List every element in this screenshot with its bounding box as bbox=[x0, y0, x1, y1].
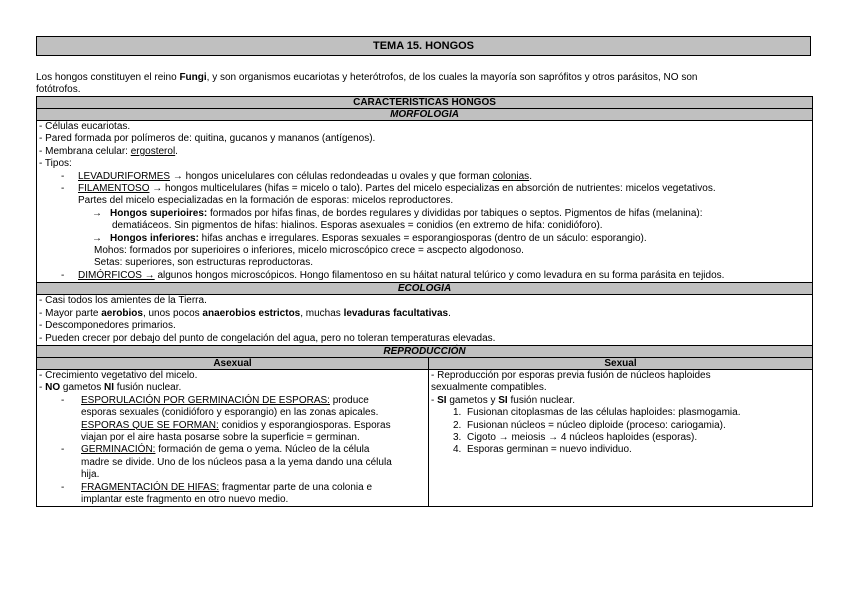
text-span: - Mayor parte bbox=[39, 307, 102, 319]
term: Hongos inferiores: bbox=[110, 232, 199, 244]
text-span: - bbox=[39, 382, 46, 394]
morfologia-content bbox=[37, 121, 813, 283]
step-number: 3. bbox=[453, 431, 462, 443]
step-text: Fusionan citoplasmas de las células haploides: plasmogamia. bbox=[467, 407, 741, 419]
text-span: formación de gema o yema. Núcleo de la célula bbox=[155, 444, 370, 456]
intro-paragraph bbox=[36, 72, 812, 97]
term: levaduras facultativas bbox=[343, 307, 449, 319]
term: FILAMENTOSO bbox=[78, 183, 150, 195]
text-span: . bbox=[529, 170, 532, 182]
type-filamentoso bbox=[39, 183, 810, 195]
ecologia-line: - Descomponedores primarios. bbox=[39, 320, 176, 332]
term: Hongos superioires: bbox=[110, 207, 208, 219]
morfologia-line: - Pared formada por polímeros de: quitina, gucanos y mananos (antígenos). bbox=[39, 133, 376, 145]
term: SI bbox=[437, 394, 447, 406]
text-span: , muchas bbox=[300, 307, 344, 319]
setas-line: Setas: superiores, son estructuras reproductoras. bbox=[94, 257, 313, 269]
step-number: 4. bbox=[453, 444, 462, 456]
sexual-header: Sexual bbox=[429, 357, 813, 369]
text-span: . bbox=[448, 307, 451, 319]
section-reproduccion: REPRODUCCIÓN bbox=[37, 345, 813, 357]
term: anaerobios estrictos bbox=[202, 307, 301, 319]
germinacion-line2: madre se divide. Uno de los núcleos pasa a la yema dando una célula bbox=[81, 456, 392, 468]
step-text: Fusionan núcleos = núcleo diploide (proceso: cariogamia). bbox=[467, 419, 726, 431]
asexual-line: - Crecimiento vegetativo del micelo. bbox=[39, 369, 198, 381]
term: colonias bbox=[492, 170, 530, 182]
fragmentacion-item bbox=[39, 482, 426, 494]
ecologia-line bbox=[39, 308, 810, 320]
term: NI bbox=[104, 382, 115, 394]
sexual-line bbox=[431, 395, 810, 407]
ecologia-line: - Casi todos los amientes de la Tierra. bbox=[39, 295, 207, 307]
term: ESPORAS QUE SE FORMAN: bbox=[81, 419, 219, 431]
bullet-dash: - bbox=[61, 394, 65, 406]
step-number: 2. bbox=[453, 419, 462, 431]
text-span: produce bbox=[329, 394, 369, 406]
esporulacion-line4: viajan por el aire hasta posarse sobre la superficie = germinan. bbox=[81, 431, 360, 443]
intro-text-end: , y son organismos eucariotas y heterótrofos, de los cuales la mayoría son saprófitos y otros parásitos, NO son bbox=[206, 72, 698, 83]
characteristics-table bbox=[36, 96, 813, 507]
text-span: conidios y esporangiosporas. Esporas bbox=[218, 419, 391, 431]
page-title: TEMA 15. HONGOS bbox=[36, 36, 811, 56]
esporulacion-line3 bbox=[39, 420, 426, 432]
step-number: 1. bbox=[453, 407, 462, 419]
bullet-dash: - bbox=[61, 444, 65, 456]
text-span: . bbox=[175, 145, 178, 157]
intro-text: Los hongos constituyen el reino bbox=[36, 72, 180, 83]
term: FRAGMENTACIÓN DE HIFAS: bbox=[81, 481, 220, 493]
term: LEVADURIFORMES bbox=[78, 170, 171, 182]
asexual-header: Asexual bbox=[37, 357, 429, 369]
sexual-step bbox=[431, 432, 810, 444]
text-span: - Membrana celular: bbox=[39, 145, 131, 157]
bullet-dash: - bbox=[61, 170, 65, 182]
term: DIMÓRFICOS → bbox=[78, 269, 155, 281]
hongos-inferiores bbox=[39, 233, 810, 245]
bullet-dash: - bbox=[61, 481, 65, 493]
text-span: → hongos unicelulares con células redondeadas u ovales y que forman bbox=[170, 170, 493, 182]
step-text: Cigoto → meiosis → 4 núcleos haploides (esporas). bbox=[467, 431, 698, 443]
hongos-superiores bbox=[39, 208, 810, 220]
step-text: Esporas germinan = nuevo individuo. bbox=[467, 444, 632, 456]
term: aerobios bbox=[101, 307, 143, 319]
germinacion-item bbox=[39, 444, 426, 456]
text-span: fusión nuclear. bbox=[114, 382, 182, 394]
section-ecologia: ECOLOGÍA bbox=[37, 283, 813, 295]
morfologia-line: - Células eucariotas. bbox=[39, 121, 131, 132]
text-span: formados por hifas finas, de bordes regulares y divididas por tabiques o septos. Pigmentos de hifas (melanina): bbox=[207, 207, 703, 219]
type-levaduriformes bbox=[39, 171, 810, 183]
mohos-line: Mohos: formados por superioires o inferiores, micelo microscópico crece = ascpecto algodonoso. bbox=[94, 245, 524, 257]
arrow-icon: → bbox=[92, 232, 102, 244]
esporulacion-line2: esporas sexuales (conidióforo y esporangio) en las zonas apicales. bbox=[81, 407, 379, 419]
sexual-step bbox=[431, 407, 810, 419]
term: GERMINACIÓN: bbox=[81, 444, 156, 456]
sexual-line: sexualmente compatibles. bbox=[431, 382, 547, 394]
term: ESPORULACIÓN POR GERMINACIÓN DE ESPORAS: bbox=[81, 394, 330, 406]
text-span: fusión nuclear. bbox=[507, 394, 575, 406]
ergosterol-term: ergosterol bbox=[130, 145, 176, 157]
term: NO bbox=[45, 382, 61, 394]
ecologia-line: - Pueden crecer por debajo del punto de congelación del agua, pero no toleran temperaturas elevadas. bbox=[39, 332, 496, 344]
text-span: hifas anchas e irregulares. Esporas sexuales = esporangiosporas (dentro de un sáculo: esporangio). bbox=[198, 232, 647, 244]
text-span: gametos bbox=[60, 382, 105, 394]
intro-bold: Fungi bbox=[179, 72, 207, 83]
text-span: fragmentar parte de una colonia e bbox=[219, 481, 373, 493]
section-morfologia: MORFOLOGÍA bbox=[37, 109, 813, 121]
morfologia-line bbox=[39, 146, 810, 158]
text-span: , unos pocos bbox=[142, 307, 203, 319]
ecologia-content bbox=[37, 295, 813, 346]
fragmentacion-line2: implantar este fragmento en otro nuevo medio. bbox=[81, 493, 289, 505]
esporulacion-item bbox=[39, 395, 426, 407]
arrow-icon: → bbox=[92, 207, 102, 219]
term: SI bbox=[498, 394, 508, 406]
sexual-step bbox=[431, 420, 810, 432]
sexual-content bbox=[429, 369, 813, 506]
germinacion-line3: hija. bbox=[81, 469, 100, 481]
morfologia-line: - Tipos: bbox=[39, 158, 72, 170]
text-span: - bbox=[431, 394, 438, 406]
text-span: → hongos multicelulares (hifas = micelo o talo). Partes del micelo especializas en absorción de nutrientes: micelos vegetativos. bbox=[149, 183, 716, 195]
asexual-content bbox=[37, 369, 429, 506]
table-header: CARACTERÍSTICAS HONGOS bbox=[37, 97, 813, 109]
text-span: algunos hongos microscópicos. Hongo filamentoso en su háitat natural telúrico y como levadura en su forma parásita en tejidos. bbox=[154, 269, 725, 281]
bullet-dash: - bbox=[61, 269, 65, 281]
type-dimorficos bbox=[39, 270, 810, 282]
hongos-superiores-line2: dematiáceos. Sin pigmentos de hifas: hialinos. Esporas asexuales = conidios (en extremo de hifa: conidióforo). bbox=[112, 220, 603, 232]
bullet-dash: - bbox=[61, 183, 65, 195]
filamentoso-line2: Partes del micelo especializadas en la formación de esporas: micelos reproductores. bbox=[78, 195, 454, 207]
text-span: gametos y bbox=[446, 394, 499, 406]
asexual-line bbox=[39, 382, 426, 394]
sexual-step bbox=[431, 444, 810, 456]
intro-line2: fotótrofos. bbox=[36, 84, 81, 96]
sexual-line: - Reproducción por esporas previa fusión de núcleos haploides bbox=[431, 369, 711, 381]
